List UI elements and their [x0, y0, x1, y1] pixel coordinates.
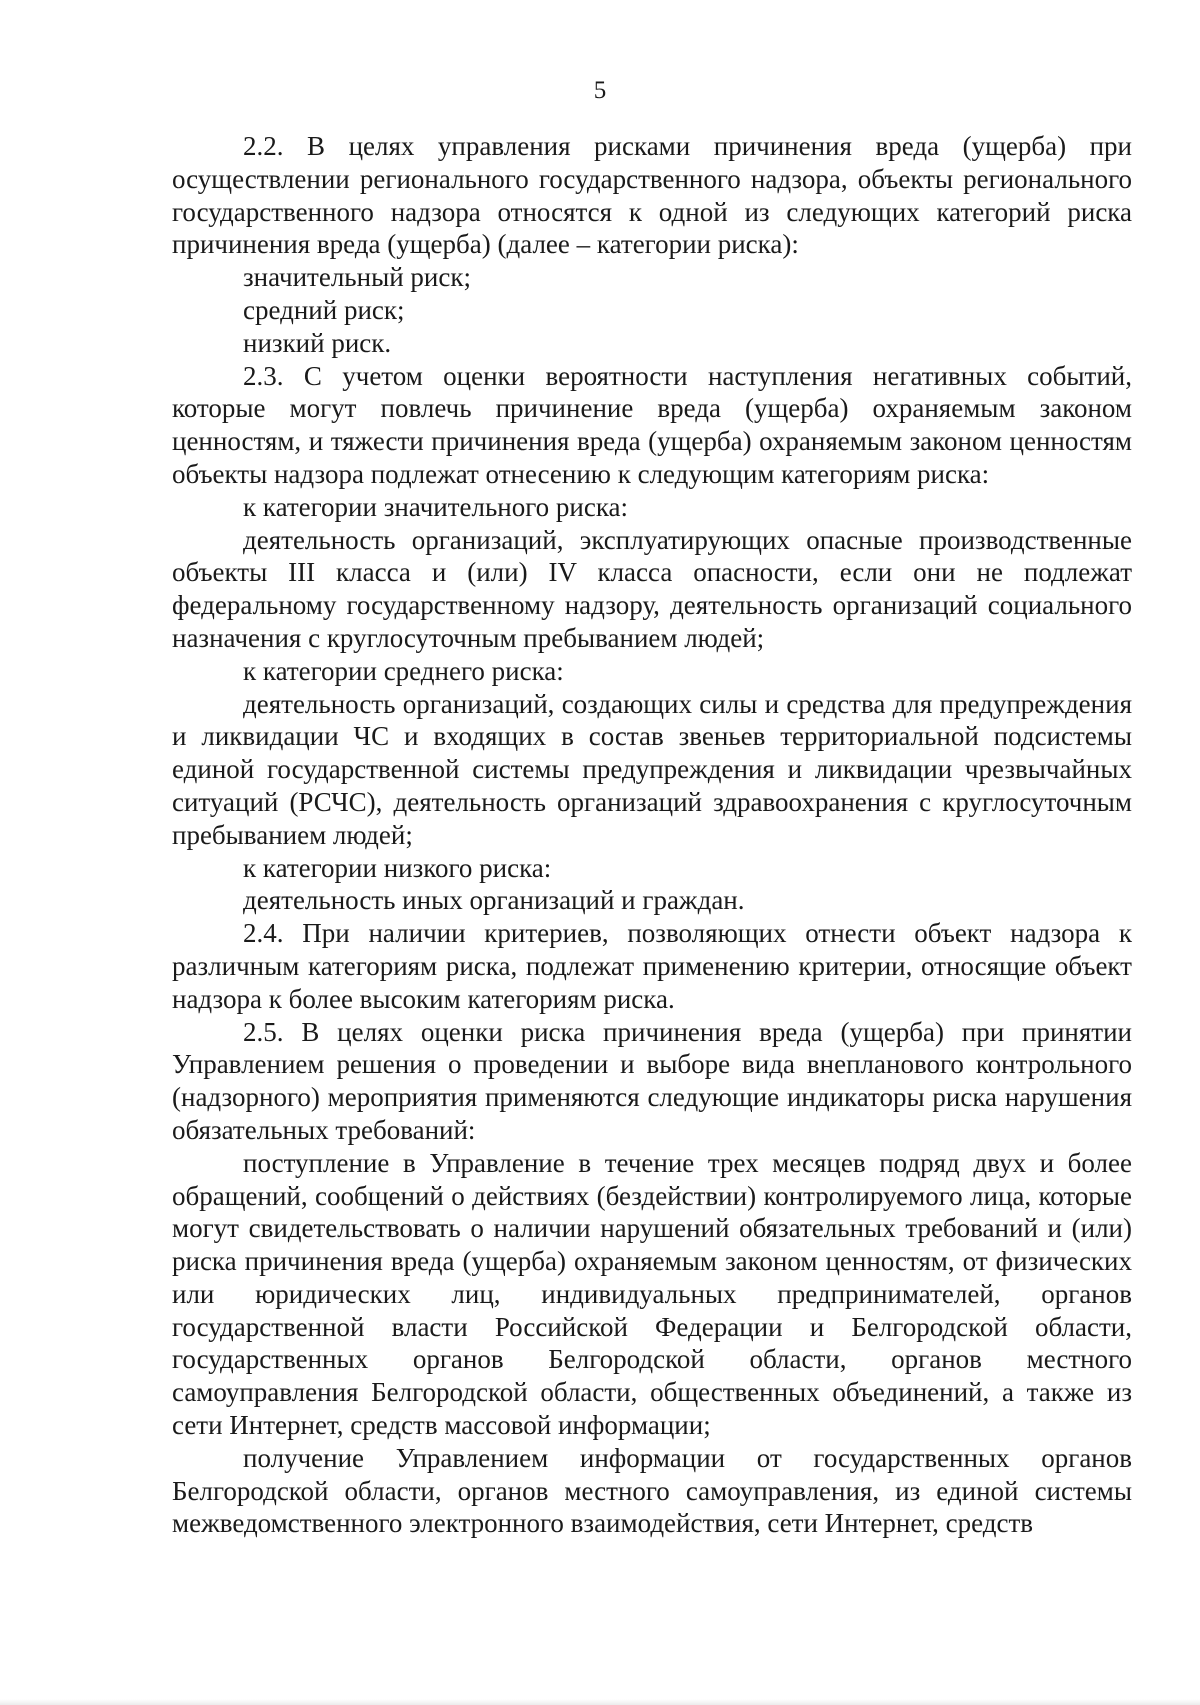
- list-item-significant-risk: значительный риск;: [243, 262, 471, 293]
- category-significant-heading: к категории значительного риска:: [243, 491, 629, 522]
- list-item-medium-risk: средний риск;: [243, 294, 405, 325]
- category-low-heading: к категории низкого риска:: [243, 852, 552, 883]
- scan-bottom-edge: [0, 1699, 1200, 1705]
- page-number: 5: [593, 77, 607, 104]
- list-item-low-risk: низкий риск.: [243, 327, 392, 358]
- paragraph-2-4: 2.4. При наличии критериев, позволяющих отнести объект надзора к различным категориям риска, подлежат применению критерии, относящие объект надзора к более высоким категориям риска.: [172, 918, 1132, 1014]
- category-medium-heading: к категории среднего риска:: [243, 655, 564, 686]
- paragraph-2-5: 2.5. В целях оценки риска причинения вреда (ущерба) при принятии Управлением решения о проведении и выборе вида внепланового контрольного (надзорного) мероприятия применяются следующие индикаторы риска нарушения обязательных требований:: [172, 1016, 1132, 1145]
- category-significant-text: деятельность организаций, эксплуатирующих опасные производственные объекты III класса и (или) IV класса опасности, если они не подлежат федеральному государственному надзору, деятельность организаций социального назначения с круглосуточным пребыванием людей;: [172, 524, 1132, 653]
- category-medium-text: деятельность организаций, создающих силы и средства для предупреждения и ликвидации ЧС и входящих в состав звеньев территориальной подсистемы единой государственной системы предупреждения и ликвидации чрезвычайных ситуаций (РСЧС), деятельность организаций здравоохранения с круглосуточным пребыванием людей;: [172, 688, 1132, 850]
- category-low-text: деятельность иных организаций и граждан.: [243, 885, 745, 916]
- paragraph-2-2: 2.2. В целях управления рисками причинения вреда (ущерба) при осуществлении регионального государственного надзора, объекты регионального государственного надзора относятся к одной из следующих категорий риска причинения вреда (ущерба) (далее – категории риска):: [172, 131, 1132, 260]
- document-body: [172, 130, 1132, 1540]
- indicator-appeals: поступление в Управление в течение трех месяцев подряд двух и более обращений, сообщений о действиях (бездействии) контролируемого лица, которые могут свидетельствовать о наличии нарушений обязательных требований и (или) риска причинения вреда (ущерба) охраняемым законом ценностям, от физических или юридических лиц, индивидуальных предпринимателей, органов государственной власти Российской Федерации и Белгородской области, государственных органов Белгородской области, органов местного самоуправления Белгородской области, общественных объединений, а также из сети Интернет, средств массовой информации;: [172, 1147, 1132, 1441]
- paragraph-2-3: 2.3. С учетом оценки вероятности наступления негативных событий, которые могут повлечь причинение вреда (ущерба) охраняемым законом ценностям, и тяжести причинения вреда (ущерба) охраняемым законом ценностям объекты надзора подлежат отнесению к следующим категориям риска:: [172, 360, 1132, 489]
- indicator-information: получение Управлением информации от государственных органов Белгородской области, органов местного самоуправления, из единой системы межведомственного электронного взаимодействия, сети Интернет, средств: [172, 1442, 1132, 1539]
